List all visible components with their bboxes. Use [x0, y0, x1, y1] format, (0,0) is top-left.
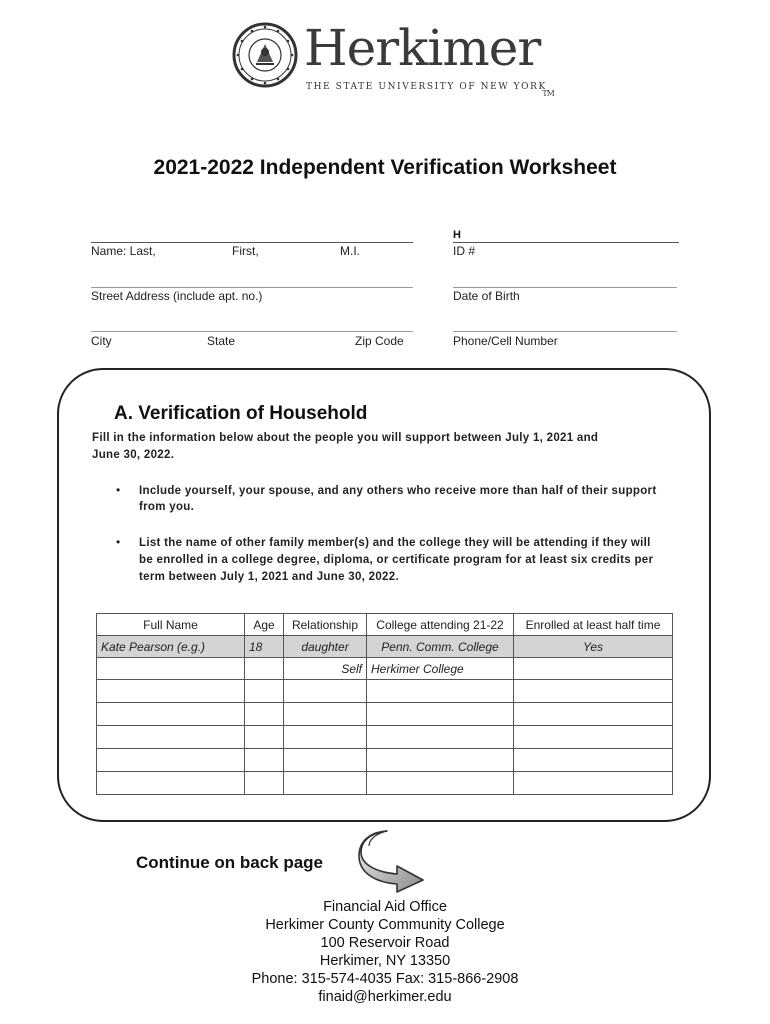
- section-a-intro-line1: Fill in the information below about the people you will support between July 1, 2021 and: [92, 432, 599, 444]
- name-field-line[interactable]: [91, 242, 413, 243]
- header-enrolled: Enrolled at least half time: [514, 614, 673, 636]
- date-of-birth-label: Date of Birth: [453, 289, 520, 303]
- bullet2-line3: term between July 1, 2021 and June 30, 2022.: [139, 571, 399, 583]
- cell-college[interactable]: Herkimer College: [367, 658, 514, 680]
- cell-age[interactable]: [245, 703, 284, 726]
- table-row[interactable]: [97, 703, 673, 726]
- bullet-dot: •: [116, 483, 121, 497]
- cell-enrolled[interactable]: [514, 772, 673, 795]
- street-address: 100 Reservoir Road: [320, 935, 450, 951]
- cell-age[interactable]: [245, 749, 284, 772]
- cell-name[interactable]: [97, 726, 245, 749]
- email-address[interactable]: finaid@herkimer.edu: [318, 989, 452, 1005]
- header-college: College attending 21-22: [367, 614, 514, 636]
- cell-name: Kate Pearson (e.g.): [97, 636, 245, 658]
- id-prefix: H: [453, 229, 461, 241]
- section-a-title: A. Verification of Household: [114, 403, 368, 424]
- table-header-row: [97, 614, 673, 636]
- cell-enrolled: Yes: [514, 636, 673, 658]
- phone-fax: Phone: 315-574-4035 Fax: 315-866-2908: [251, 971, 519, 987]
- cell-relationship: daughter: [284, 636, 367, 658]
- name-last-label: Name: Last,: [91, 244, 156, 258]
- cell-relationship[interactable]: [284, 726, 367, 749]
- table-row-example: [97, 636, 673, 658]
- brand-subtitle: THE STATE UNIVERSITY OF NEW YORK: [306, 82, 547, 92]
- bullet2-line1: List the name of other family member(s) and the college they will be attending if they will: [139, 537, 651, 549]
- brand-wordmark: HerkimerTM: [304, 19, 554, 98]
- cell-college[interactable]: [367, 703, 514, 726]
- id-field-line[interactable]: [453, 242, 679, 243]
- cell-college[interactable]: [367, 680, 514, 703]
- cell-name[interactable]: [97, 772, 245, 795]
- cell-age[interactable]: [245, 680, 284, 703]
- cell-age[interactable]: [245, 726, 284, 749]
- id-label: ID #: [453, 244, 476, 258]
- header-relationship: Relationship: [284, 614, 367, 636]
- cell-name[interactable]: [97, 703, 245, 726]
- street-field-line[interactable]: [91, 287, 413, 288]
- cell-college[interactable]: [367, 726, 514, 749]
- bullet2-line2: be enrolled in a college degree, diploma, or certificate program for at least six credits per: [139, 554, 654, 566]
- office-name: Financial Aid Office: [323, 899, 447, 915]
- state-label: State: [207, 334, 236, 348]
- cell-relationship[interactable]: [284, 703, 367, 726]
- continue-on-back-label: Continue on back page: [136, 853, 324, 872]
- cell-age[interactable]: [245, 658, 284, 680]
- dob-field-line[interactable]: [453, 287, 677, 288]
- street-address-label: Street Address (include apt. no.): [91, 289, 263, 303]
- cell-name[interactable]: [97, 749, 245, 772]
- cell-relationship[interactable]: [284, 680, 367, 703]
- table-row[interactable]: [97, 726, 673, 749]
- cell-enrolled[interactable]: [514, 703, 673, 726]
- table-row[interactable]: [97, 680, 673, 703]
- cell-age: 18: [245, 636, 284, 658]
- bullet1-line1: Include yourself, your spouse, and any others who receive more than half of their support: [139, 485, 657, 497]
- city-state-zip-line[interactable]: [91, 331, 413, 332]
- header-age: Age: [245, 614, 284, 636]
- cell-relationship[interactable]: Self: [284, 658, 367, 680]
- curved-arrow-icon: [357, 828, 429, 894]
- table-row-self[interactable]: [97, 658, 673, 680]
- cell-enrolled[interactable]: [514, 658, 673, 680]
- table-row[interactable]: [97, 772, 673, 795]
- cell-relationship[interactable]: [284, 749, 367, 772]
- header-full-name: Full Name: [97, 614, 245, 636]
- cell-relationship[interactable]: [284, 772, 367, 795]
- city-label: City: [91, 334, 112, 348]
- cell-enrolled[interactable]: [514, 749, 673, 772]
- bullet-dot: •: [116, 535, 121, 549]
- cell-enrolled[interactable]: [514, 680, 673, 703]
- name-first-label: First,: [232, 244, 259, 258]
- college-name: Herkimer County Community College: [265, 917, 505, 933]
- cell-name[interactable]: [97, 658, 245, 680]
- table-row[interactable]: [97, 749, 673, 772]
- zip-code-label: Zip Code: [355, 334, 404, 348]
- cell-college[interactable]: [367, 749, 514, 772]
- cell-age[interactable]: [245, 772, 284, 795]
- cell-college: Penn. Comm. College: [367, 636, 514, 658]
- document-title: 2021-2022 Independent Verification Worksheet: [153, 156, 617, 179]
- phone-label: Phone/Cell Number: [453, 334, 558, 348]
- name-mi-label: M.I.: [340, 244, 360, 258]
- phone-field-line[interactable]: [453, 331, 677, 332]
- trademark-mark: TM: [542, 89, 554, 98]
- college-seal-logo: [232, 22, 298, 88]
- cell-college[interactable]: [367, 772, 514, 795]
- bullet1-line2: from you.: [139, 501, 195, 513]
- cell-name[interactable]: [97, 680, 245, 703]
- household-table: [96, 613, 673, 795]
- section-a-intro-line2: June 30, 2022.: [92, 449, 175, 461]
- city-state-zip: Herkimer, NY 13350: [319, 953, 451, 969]
- cell-enrolled[interactable]: [514, 726, 673, 749]
